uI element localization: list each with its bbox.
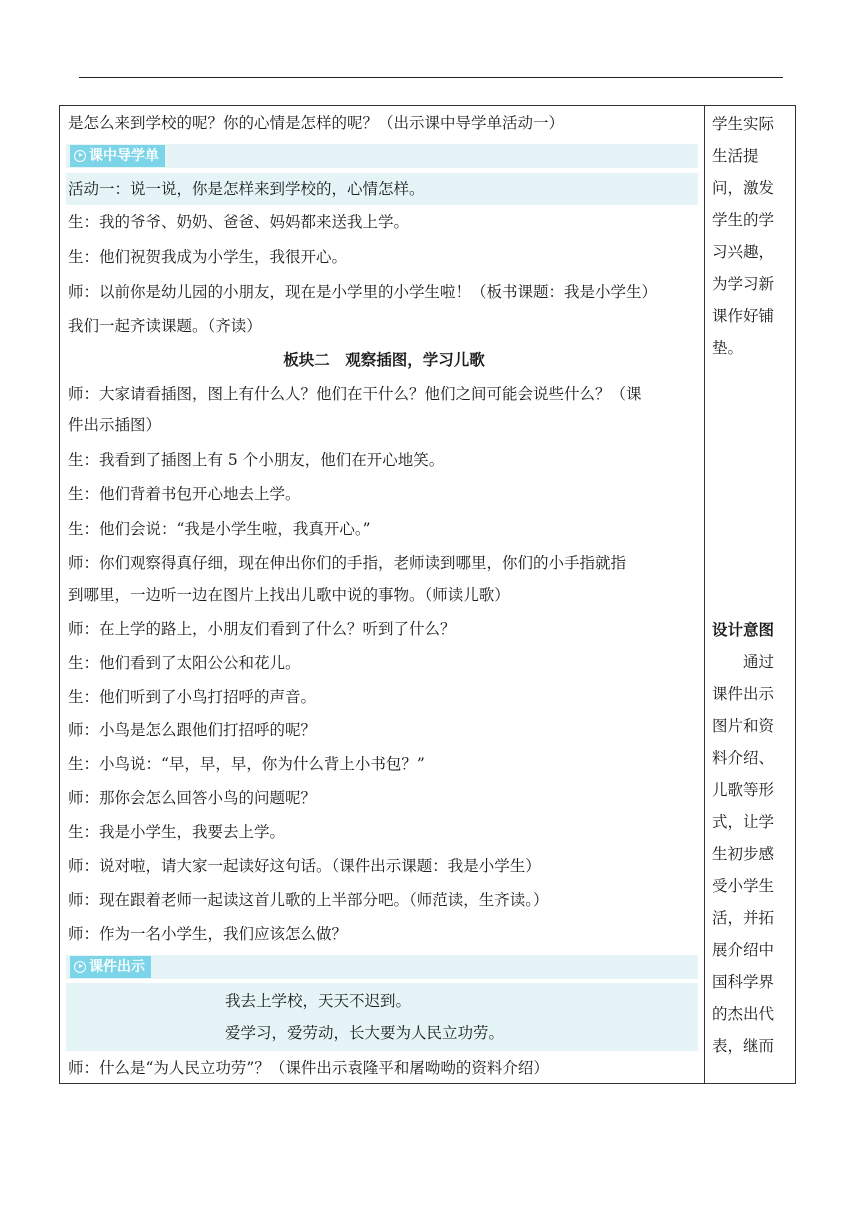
side-line: 通过 <box>743 653 775 671</box>
side-notes-bottom <box>712 614 794 1062</box>
lesson-table <box>59 105 796 1084</box>
text-line: 师：那你会怎么回答小鸟的问题呢？ <box>68 789 317 807</box>
side-line: 国科学界 <box>712 973 775 991</box>
text-line: 生：他们听到了小鸟打招呼的声音。 <box>68 688 317 706</box>
text-line: 生：我的爷爷、奶奶、爸爸、妈妈都来送我上学。 <box>68 213 410 231</box>
text-line: 生：他们背着书包开心地去上学。 <box>68 485 301 503</box>
header-rule <box>79 77 783 78</box>
courseware-band <box>66 955 698 979</box>
courseware-tag <box>70 956 151 978</box>
text-line: 师：作为一名小学生，我们应该怎么做？ <box>68 925 348 943</box>
poem-line: 我去上学校，天天不迟到。 <box>225 992 412 1010</box>
poem-line: 爱学习，爱劳动，长大要为人民立功劳。 <box>225 1024 505 1042</box>
text-line: 生：他们看到了太阳公公和花儿。 <box>68 654 301 672</box>
text-line: 生：我是小学生，我要去上学。 <box>68 823 286 841</box>
side-line: 为学习新 <box>712 275 775 293</box>
text-line: 师：大家请看插图，图上有什么人？他们在干什么？他们之间可能会说些什么？（课 <box>68 385 642 403</box>
courseware-tag-label: 课件出示 <box>89 959 145 975</box>
guide-tag <box>70 145 165 167</box>
side-line: 活，并拓 <box>712 909 775 927</box>
side-line: 习兴趣， <box>712 243 775 261</box>
text-line: 到哪里，一边听一边在图片上找出儿歌中说的事物。（师读儿歌） <box>68 586 510 604</box>
side-line: 儿歌等形 <box>712 781 775 799</box>
guide-tag-label: 课中导学单 <box>89 148 159 164</box>
text-line: 师：什么是“为人民立功劳”？（课件出示袁隆平和屠呦呦的资料介绍） <box>68 1059 549 1077</box>
side-line: 的杰出代 <box>712 1005 775 1023</box>
play-circle-icon <box>74 150 86 162</box>
text-line: 生：他们祝贺我成为小学生，我很开心。 <box>68 248 348 266</box>
side-line: 料介绍、 <box>712 749 775 767</box>
side-line: 学生实际 <box>712 115 775 133</box>
side-line: 课作好铺 <box>712 307 775 325</box>
text-line: 生：我看到了插图上有 5 个小朋友，他们在开心地笑。 <box>68 451 445 469</box>
side-line: 受小学生 <box>712 877 775 895</box>
text-line: 师：以前你是幼儿园的小朋友，现在是小学里的小学生啦！（板书课题：我是小学生） <box>68 283 658 301</box>
text-line: 师：说对啦，请大家一起读好这句话。（课件出示课题：我是小学生） <box>68 857 541 875</box>
text-line: 师：你们观察得真仔细，现在伸出你们的手指，老师读到哪里，你们的小手指就指 <box>68 554 627 572</box>
side-line: 展介绍中 <box>712 941 775 959</box>
side-line: 生初步感 <box>712 845 775 863</box>
side-line: 图片和资 <box>712 717 775 735</box>
section-heading: 板块二 观察插图，学习儿歌 <box>283 350 485 369</box>
column-divider <box>704 106 705 1083</box>
side-line: 课件出示 <box>712 685 775 703</box>
side-line: 垫。 <box>712 339 744 357</box>
side-line: 表，继而 <box>712 1037 775 1055</box>
side-line: 式，让学 <box>712 813 775 831</box>
side-line: 问，激发 <box>712 179 775 197</box>
activity-line: 活动一：说一说，你是怎样来到学校的，心情怎样。 <box>68 180 425 198</box>
side-line: 学生的学 <box>712 211 775 229</box>
play-circle-icon <box>74 961 86 973</box>
text-line: 师：小鸟是怎么跟他们打招呼的呢？ <box>68 721 317 739</box>
text-line: 我们一起齐读课题。（齐读） <box>68 317 262 335</box>
text-line: 师：在上学的路上，小朋友们看到了什么？听到了什么？ <box>68 620 456 638</box>
side-heading: 设计意图 <box>712 620 775 639</box>
text-line: 生：小鸟说：“早，早，早，你为什么背上小书包？” <box>68 755 425 773</box>
side-notes-top <box>712 108 794 364</box>
text-line: 师：现在跟着老师一起读这首儿歌的上半部分吧。（师范读，生齐读。） <box>68 891 549 909</box>
text-line: 生：他们会说：“我是小学生啦，我真开心。” <box>68 520 371 538</box>
side-line: 生活提 <box>712 147 759 165</box>
text-line: 件出示插图） <box>68 416 162 434</box>
text-line: 是怎么来到学校的呢？你的心情是怎样的呢？（出示课中导学单活动一） <box>68 114 565 132</box>
